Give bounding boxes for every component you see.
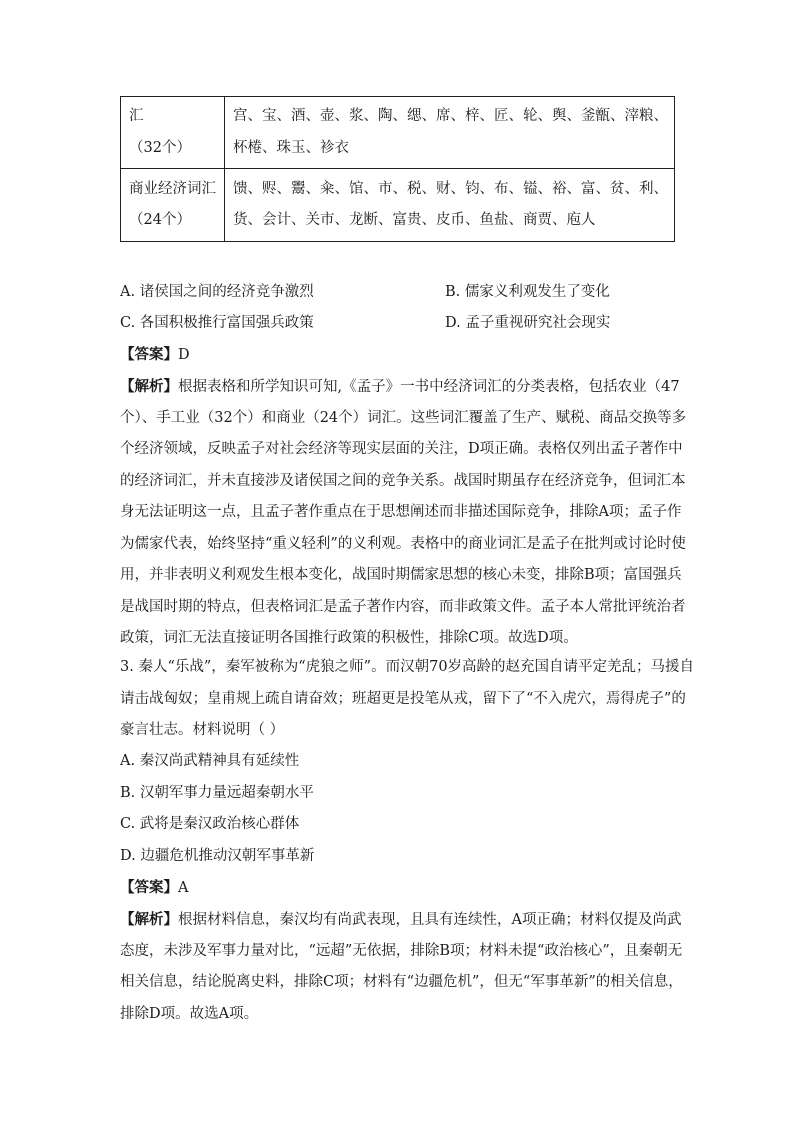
words-text: 货、会计、关市、龙断、富贵、皮币、鱼盐、商贾、庖人 [233,212,596,228]
analysis-text: 态度，未涉及军事力量对比，“远超”无依据，排除B项；材料未提“政治核心”，且秦朝无 [120,942,683,959]
answer-label: 【答案】 [120,879,178,896]
option-d: D. 边疆危机推动汉朝军事革新 [120,847,315,864]
analysis-text: 的经济词汇，并未直接涉及诸侯国之间的竞争关系。战国时期虽存在经济竞争，但词汇本 [120,472,686,489]
question-text: 豪言壮志。材料说明（ ） [120,722,285,738]
option-b: B. 汉朝军事力量远超秦朝水平 [120,784,314,801]
analysis-text: 个经济领域，反映孟子对社会经济等现实层面的关注，D项正确。表格仅列出孟子著作中 [120,441,683,457]
option-a: A. 秦汉尚武精神具有延续性 [120,753,300,769]
option-d: D. 孟子重视研究社会现实 [445,315,611,331]
analysis3-block [120,904,683,1030]
analysis-text: 是战国时期的特点，但表格词汇是孟子著作内容，而非政策文件。孟子本人常批评统治者 [120,598,686,615]
option-a: A. 诸侯国之间的经济竞争激烈 [120,284,314,300]
category-name: 汇 [129,108,144,124]
answer-label: 【答案】 [120,346,178,363]
words-cell [225,169,675,242]
option-c: C. 各国积极推行富国强兵政策 [120,315,314,331]
words-text: 宫、宝、酒、壶、浆、陶、缌、席、梓、匠、轮、舆、釜甑、滓粮、 [233,108,668,124]
economic-vocabulary-table [120,96,675,242]
option-c: C. 武将是秦汉政治核心群体 [120,816,300,832]
question3-stem [120,652,695,747]
question2-options [120,280,680,342]
category-count: （24个） [129,212,191,228]
question-text: 3. 秦人“乐战”，秦军被称为“虎狼之师”。而汉朝70岁高龄的赵充国自请平定羌乱；马援自 [120,659,695,675]
analysis2-block [120,371,687,655]
analysis-text: 根据材料信息，秦汉均有尚武表现，且具有连续性，A项正确；材料仅提及尚武 [178,912,682,928]
options-row [120,311,680,342]
table-row [121,169,675,242]
words-cell [225,97,675,169]
analysis-text: 排除D项。故选A项。 [120,1005,259,1022]
analysis-text: 个）、手工业（32个）和商业（24个）词汇。这些词汇覆盖了生产、赋税、商品交换等多 [120,409,687,426]
options-row [120,280,680,311]
analysis-text: 用，并非表明义利观发生根本变化，战国时期儒家思想的核心未变，排除B项；富国强兵 [120,567,682,583]
words-text: 杯棬、珠玉、袗衣 [233,139,349,156]
analysis-text: 身无法证明这一点，且孟子著作重点在于思想阐述而非描述国际竞争，排除A项；孟子作 [120,504,682,520]
table-row [121,97,675,169]
category-cell [121,97,225,169]
option-b: B. 儒家义利观发生了变化 [445,284,610,300]
category-name: 商业经济词汇 [129,180,216,197]
category-count: （32个） [129,139,191,156]
answer-value: D [178,347,190,363]
question-text: 请击战匈奴；皇甫规上疏自请奋效；班超更是投笔从戎，留下了“不入虎穴，焉得虎子”的 [120,690,686,707]
answer3-block [120,872,676,904]
analysis-text: 为儒家代表，始终坚持“重义轻利”的义利观。表格中的商业词汇是孟子在批判或讨论时使 [120,535,686,552]
analysis-label: 【解析】 [120,378,178,395]
analysis-text: 根据表格和所学知识可知,《孟子》一书中经济词汇的分类表格，包括农业（47 [178,379,680,395]
words-text: 馈、赆、鬻、籴、馆、市、税、财、钧、布、镒、裕、富、贫、利、 [233,180,668,197]
question3-options [120,746,676,872]
answer-value: A [178,880,189,896]
analysis-text: 政策，词汇无法直接证明各国推行政策的积极性，排除C项。故选D项。 [120,630,578,646]
analysis-text: 相关信息，结论脱离史料，排除C项；材料有“边疆危机”，但无“军事革新”的相关信息， [120,974,683,990]
category-cell [121,169,225,242]
analysis-label: 【解析】 [120,911,178,928]
answer2-block [120,339,676,371]
